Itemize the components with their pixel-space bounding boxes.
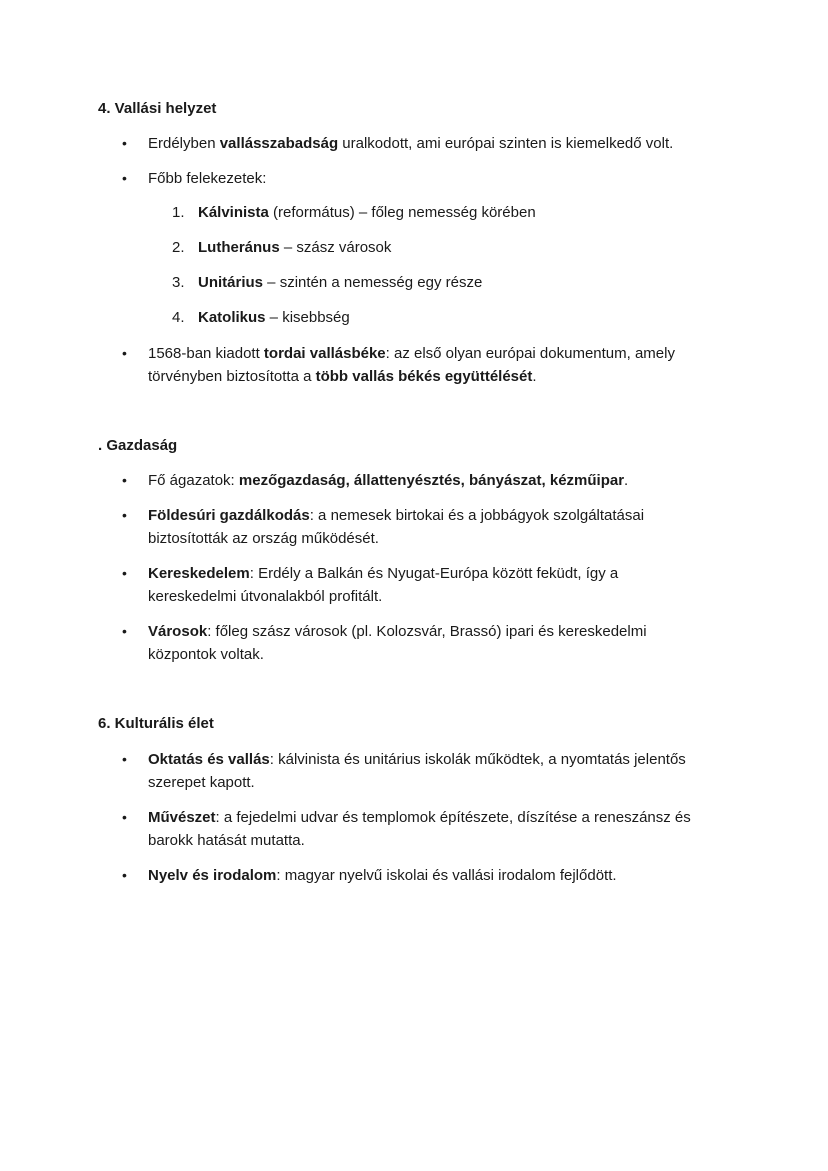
list-item-text: Fő ágazatok: mezőgazdaság, állattenyésztés, bányászat, kézműipar. <box>148 472 629 489</box>
list-item-text: Oktatás és vallás: kálvinista és unitárius iskolák működtek, a nyomtatás jelentős szerepet kapott. <box>148 751 686 791</box>
item-number: 1. <box>172 204 185 221</box>
bullet-icon: • <box>122 345 127 361</box>
list-item-text: Művészet: a fejedelmi udvar és templomok építészete, díszítése a reneszánsz és barokk hatását mutatta. <box>148 809 691 849</box>
denomination-name: Katolikus <box>198 309 266 326</box>
bullet-icon: • <box>122 751 127 767</box>
list-item-text: 1568-ban kiadott tordai vallásbéke: az első olyan európai dokumentum, amely törvényben biztosította a több vallás békés együttélését. <box>148 345 675 385</box>
item-number: 4. <box>172 309 185 326</box>
denomination-name: Unitárius <box>198 274 264 291</box>
document-page: 4. Vallási helyzet • Erdélyben vallásszabadság uralkodott, ami európai szinten is kiemelkedő volt. • Főbb felekezetek: 1. Kálvinista (református) – főleg nemesség körében 2. Lutheránus – szász városok 3. Unitárius – szintén a nemesség egy része 4. Katolikus – kisebbség • 1568-ban kiadott tordai vallásbéke: az első olyan európai dokumentum, amely törvényben biztosította a több vallás békés együttélését. . Gazdaság • Fő ágazatok: mezőgazdaság, állattenyésztés, bányászat, kézműipar. • Földesúri gazdálkodás: a nemesek birtokai és a jobbágyok szolgáltatásai biztosították az ország működését. • Kereskedelem: Erdély a Balkán és Nyugat-Európa között feküdt, így a kereskedelmi útvonalakból profitált. • Városok: főleg szász városok (pl. Kolozsvár, Brassó) ipari és kereskedelmi központok voltak. 6. Kulturális élet • Oktatás és vallás: kálvinista és unitárius iskolák működtek, a nyomtatás jelentős szerepet kapott. • Művészet: a fejedelmi udvar és templomok építészete, díszítése a reneszánsz és barokk hatását mutatta. • Nyelv és irodalom: magyar nyelvű iskolai és vallási irodalom fejlődött. <box>0 0 828 1171</box>
bullet-icon: • <box>122 170 127 186</box>
list-item-text: Kereskedelem: Erdély a Balkán és Nyugat-Európa között feküdt, így a kereskedelmi útvonalakból profitált. <box>148 565 619 605</box>
section-heading-religion: 4. Vallási helyzet <box>98 100 217 117</box>
section-heading-economy: . Gazdaság <box>98 437 178 454</box>
denomination-name: Lutheránus <box>198 239 280 256</box>
denomination-name: Kálvinista <box>198 204 269 221</box>
bullet-icon: • <box>122 472 127 488</box>
list-item-text: Főbb felekezetek: <box>148 170 267 187</box>
bullet-icon: • <box>122 809 127 825</box>
bullet-icon: • <box>122 135 127 151</box>
list-item-text: Erdélyben vallásszabadság uralkodott, ami európai szinten is kiemelkedő volt. <box>148 135 674 152</box>
list-item-text: Városok: főleg szász városok (pl. Kolozsvár, Brassó) ipari és kereskedelmi központok voltak. <box>148 623 647 663</box>
bullet-icon: • <box>122 565 127 581</box>
bullet-icon: • <box>122 867 127 883</box>
item-number: 2. <box>172 239 185 256</box>
bullet-icon: • <box>122 507 127 523</box>
bullet-icon: • <box>122 623 127 639</box>
list-item-text: Földesúri gazdálkodás: a nemesek birtokai és a jobbágyok szolgáltatásai biztosították az ország működését. <box>148 507 645 547</box>
section-heading-culture: 6. Kulturális élet <box>98 715 214 732</box>
list-item-text: Nyelv és irodalom: magyar nyelvű iskolai és vallási irodalom fejlődött. <box>148 867 617 884</box>
item-number: 3. <box>172 274 185 291</box>
